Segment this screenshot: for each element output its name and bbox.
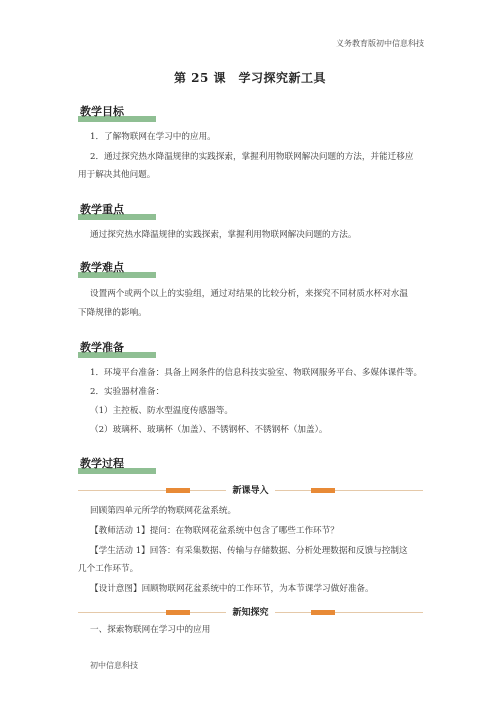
prep-item-2a: （1）主控板、防水型温度传感器等。 xyxy=(90,406,233,416)
section-heading-text: 教学目标 xyxy=(80,105,124,118)
intro-line-3: 【学生活动 1】回答：有采集数据、传输与存储数据、分析处理数据和反馈与控制这 xyxy=(90,546,408,556)
prep-item-2: 2．实验器材准备： xyxy=(90,387,165,397)
subheading-text: 新课导入 xyxy=(78,483,423,496)
prep-item-2b: （2）玻璃杯、玻璃杯（加盖）、不锈钢杯、不锈钢杯（加盖）。 xyxy=(90,425,328,435)
section-heading-difficult xyxy=(78,257,168,279)
goal-item-2: 2．通过探究热水降温规律的实践探索，掌握利用物联网解决问题的方法，并能迁移应 xyxy=(90,152,414,162)
key-point-text: 通过探究热水降温规律的实践探索，掌握利用物联网解决问题的方法。 xyxy=(90,230,357,240)
intro-line-2: 【教师活动 1】提问：在物联网花盆系统中包含了哪些工作环节？ xyxy=(90,526,339,536)
section-heading-prep xyxy=(78,337,168,359)
intro-line-3-cont: 几个工作环节。 xyxy=(78,564,139,574)
goal-item-2-cont: 用于解决其他问题。 xyxy=(78,170,156,180)
section-heading-text: 教学难点 xyxy=(80,261,124,274)
subheading-intro xyxy=(78,483,423,497)
section-heading-text: 教学准备 xyxy=(80,341,124,354)
section-heading-text: 教学重点 xyxy=(80,203,124,216)
intro-line-1: 回顾第四单元所学的物联网花盆系统。 xyxy=(90,506,237,516)
goal-item-1: 1．了解物联网在学习中的应用。 xyxy=(90,132,216,142)
subheading-text: 新知探究 xyxy=(78,605,423,618)
section-heading-goals xyxy=(78,101,168,123)
newknow-line-1: 一、探索物联网在学习中的应用 xyxy=(90,625,211,635)
lesson-title: 第 25 课 学习探究新工具 xyxy=(173,71,327,85)
subheading-newknow xyxy=(78,605,423,619)
section-heading-key xyxy=(78,199,168,221)
section-heading-process xyxy=(78,453,168,475)
difficult-line-1: 设置两个或两个以上的实验组，通过对结果的比较分析，来探究不同材质水杯对水温 xyxy=(90,289,408,299)
section-heading-text: 教学过程 xyxy=(80,457,124,470)
intro-line-4: 【设计意图】回顾物联网花盆系统中的工作环节，为本节课学习做好准备。 xyxy=(90,584,374,594)
difficult-line-2: 下降规律的影响。 xyxy=(78,308,147,318)
prep-item-1: 1．环境平台准备：具备上网条件的信息科技实验室、物联网服务平台、多媒体课件等。 xyxy=(90,368,423,378)
running-footer: 初中信息科技 xyxy=(90,661,138,670)
running-header: 义务教育版初中信息科技 xyxy=(336,39,424,48)
